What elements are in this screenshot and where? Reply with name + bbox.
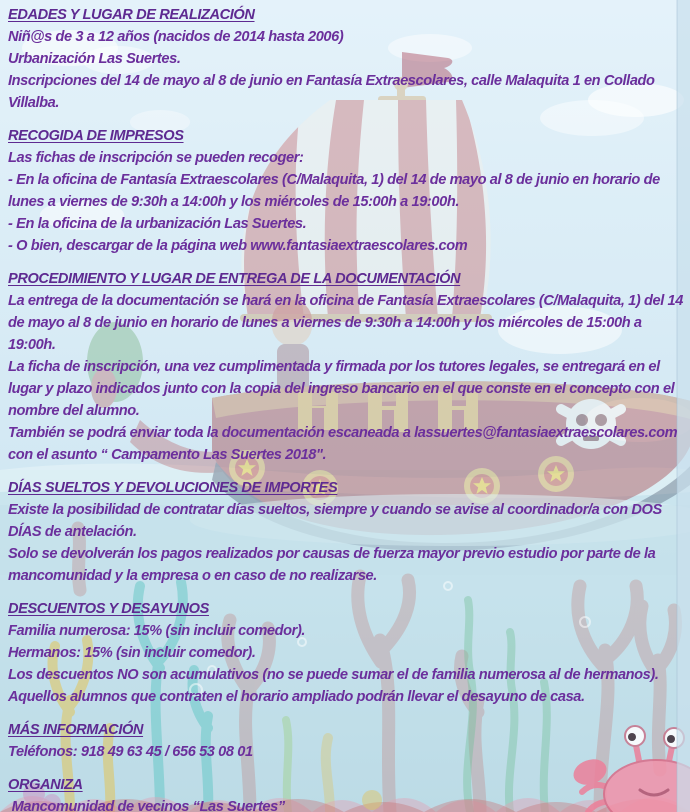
paragraph: Urbanización Las Suertes. <box>8 51 181 67</box>
paragraph: La entrega de la documentación se hará en la oficina de Fantasía Extraescolares (C/Malaquita, 1) del 14 de mayo al 8 de junio en horario de lunes a viernes de 9:30h a 14:00h y los miércoles de 15:00h a 19:00h. <box>8 293 687 353</box>
section-heading: PROCEDIMIENTO Y LUGAR DE ENTREGA DE LA DOCUMENTACIÓN <box>8 271 461 287</box>
paragraph: - En la oficina de la urbanización Las Suertes. <box>8 216 307 232</box>
section-paragraphs <box>8 620 684 708</box>
paragraph: Niñ@s de 3 a 12 años (nacidos de 2014 hasta 2006) <box>8 29 344 45</box>
section-paragraphs <box>8 499 684 587</box>
section-heading: DÍAS SUELTOS Y DEVOLUCIONES DE IMPORTES <box>8 480 338 496</box>
section-paragraphs <box>8 290 687 466</box>
section-recogida <box>8 125 684 257</box>
section-heading: RECOGIDA DE IMPRESOS <box>8 128 184 144</box>
paragraph: También se podrá enviar toda la documentación escaneada a lassuertes@fantasiaextraescolares.com con el asunto “ Campamento Las Suertes 2018". <box>8 425 681 463</box>
paragraph: Las fichas de inscripción se pueden recoger: <box>8 150 304 166</box>
paragraph: Existe la posibilidad de contratar días sueltos, siempre y cuando se avise al coordinador/a con DOS DÍAS de antelación. <box>8 502 666 540</box>
paragraph: Familia numerosa: 15% (sin incluir comedor). <box>8 623 306 639</box>
section-heading: EDADES Y LUGAR DE REALIZACIÓN <box>8 7 255 23</box>
paragraph: Mancomunidad de vecinos “Las Suertes” <box>8 799 285 812</box>
section-mas-informacion <box>8 719 684 763</box>
section-organiza <box>8 774 684 812</box>
section-heading: MÁS INFORMACIÓN <box>8 722 144 738</box>
paragraph: - En la oficina de Fantasía Extraescolares (C/Malaquita, 1) del 14 de mayo al 8 de junio en horario de lunes a viernes de 9:30h a 14:00h y los miércoles de 15:00h a 19:00h. <box>8 172 664 210</box>
section-paragraphs <box>8 26 684 114</box>
section-heading: ORGANIZA <box>8 777 83 793</box>
paragraph: Aquellos alumnos que contraten el horario ampliado podrán llevar el desayuno de casa. <box>8 689 585 705</box>
section-paragraphs <box>8 147 684 257</box>
paragraph: La ficha de inscripción, una vez cumplimentada y firmada por los tutores legales, se entregará en el lugar y plazo indicados junto con la copia del ingreso bancario en el que conste en el concepto con el nombre del alumno. <box>8 359 678 419</box>
paragraph: Los descuentos NO son acumulativos (no se puede sumar el de familia numerosa al de hermanos). <box>8 667 659 683</box>
paragraph: Teléfonos: 918 49 63 45 / 656 53 08 01 <box>8 744 253 760</box>
section-descuentos <box>8 598 684 708</box>
paragraph: Hermanos: 15% (sin incluir comedor). <box>8 645 256 661</box>
section-paragraphs <box>8 796 684 812</box>
section-paragraphs <box>8 741 684 763</box>
section-dias-sueltos <box>8 477 684 587</box>
paragraph: Solo se devolverán los pagos realizados por causas de fuerza mayor previo estudio por parte de la mancomunidad y la empresa o en caso de no realizarse. <box>8 546 659 584</box>
section-edades <box>8 4 684 114</box>
section-heading: DESCUENTOS Y DESAYUNOS <box>8 601 209 617</box>
section-procedimiento <box>8 268 687 466</box>
paragraph: - O bien, descargar de la página web www.fantasiaextraescolares.com <box>8 238 468 254</box>
paragraph: Inscripciones del 14 de mayo al 8 de junio en Fantasía Extraescolares, calle Malaquita 1 en Collado Villalba. <box>8 73 659 111</box>
